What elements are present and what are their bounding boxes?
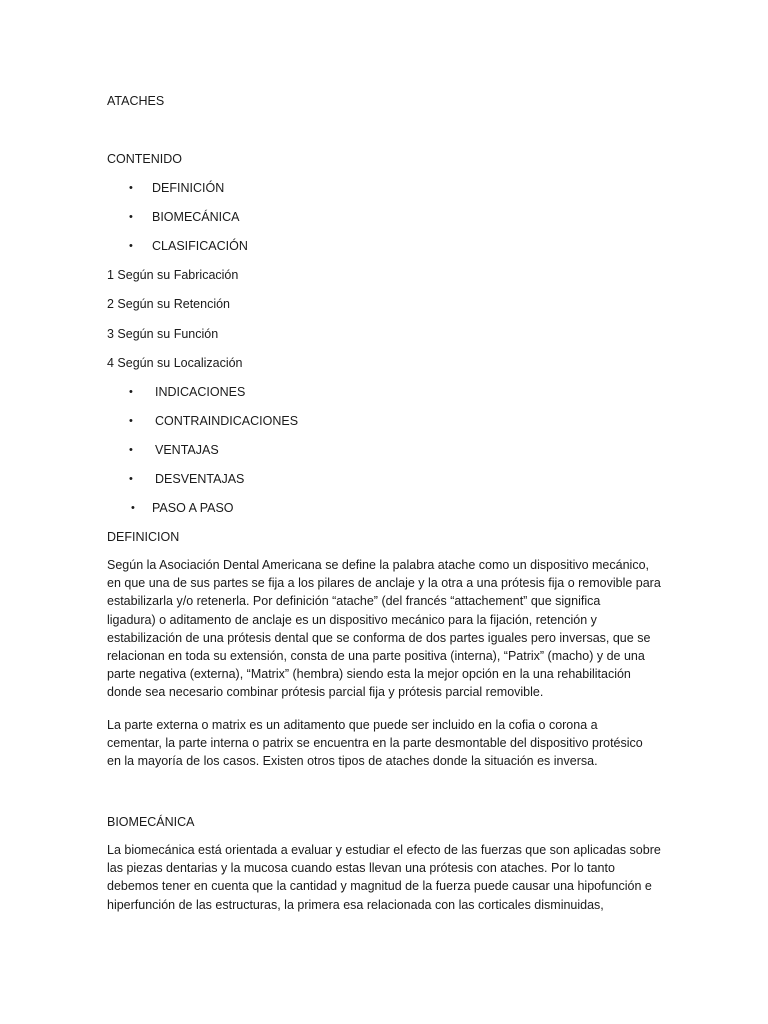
paragraph-line: estabilizarla y/o retenerla. Por definición “atache” (del francés “attachement” que significa — [107, 594, 601, 609]
paragraph-line: debemos tener en cuenta que la cantidad y magnitud de la fuerza puede causar una hipofunción e — [107, 879, 652, 894]
paragraph-line: las piezas dentarias y la mucosa cuando estas llevan una prótesis con ataches. Por lo tanto — [107, 861, 615, 876]
toc-item-label: CLASIFICACIÓN — [152, 239, 248, 253]
toc-item-label: DESVENTAJAS — [155, 472, 245, 486]
paragraph-line: en la mayoría de los casos. Existen otros tipos de ataches donde la situación es inversa. — [107, 754, 598, 769]
paragraph-line: parte negativa (externa), “Matrix” (hembra) siendo esta la mejor opción en la una rehabilitación — [107, 667, 631, 682]
paragraph-line: cementar, la parte interna o patrix se encuentra en la parte desmontable del dispositivo protésico — [107, 736, 643, 751]
toc-numbered-item: 4 Según su Localización — [107, 356, 243, 370]
bullet-icon: • — [129, 182, 133, 194]
paragraph-line: La biomecánica está orientada a evaluar y estudiar el efecto de las fuerzas que son aplicadas sobre — [107, 843, 661, 857]
bullet-icon: • — [129, 240, 133, 252]
definicion-heading: DEFINICION — [107, 530, 180, 544]
bullet-icon: • — [129, 473, 133, 485]
toc-item-label: BIOMECÁNICA — [152, 210, 240, 224]
paragraph-line: donde sea necesario combinar prótesis parcial fija y prótesis parcial removible. — [107, 685, 544, 700]
paragraph-line: La parte externa o matrix es un aditamento que puede ser incluido en la cofia o corona a — [107, 718, 598, 732]
toc-numbered-item: 2 Según su Retención — [107, 297, 231, 311]
definicion-paragraph-2 — [107, 716, 662, 771]
bullet-icon: • — [131, 502, 135, 514]
bullet-icon: • — [129, 211, 133, 223]
paragraph-line: Según la Asociación Dental Americana se define la palabra atache como un dispositivo mecánico, — [107, 558, 649, 572]
bullet-icon: • — [129, 386, 133, 398]
document-title: ATACHES — [107, 94, 165, 108]
biomecanica-paragraph — [107, 841, 662, 914]
paragraph-line: en que una de sus partes se fija a los pilares de anclaje y la otra a una prótesis fija o removible para — [107, 576, 661, 591]
paragraph-line: estabilización de una prótesis dental que se conforma de dos partes iguales pero inversas, que se — [107, 630, 651, 645]
toc-numbered-item: 1 Según su Fabricación — [107, 268, 239, 282]
toc-item-label: DEFINICIÓN — [152, 181, 225, 195]
bullet-icon: • — [129, 415, 133, 427]
contents-heading: CONTENIDO — [107, 152, 182, 166]
toc-item-label: VENTAJAS — [155, 443, 219, 457]
toc-item-label: PASO A PASO — [152, 501, 234, 515]
definicion-paragraph-1 — [107, 556, 662, 702]
bullet-icon: • — [129, 444, 133, 456]
paragraph-line: hiperfunción de las estructuras, la primera esa relacionada con las corticales disminuidas, — [107, 897, 604, 912]
biomecanica-heading: BIOMECÁNICA — [107, 815, 195, 829]
toc-numbered-item: 3 Según su Función — [107, 327, 219, 341]
toc-item-label: CONTRAINDICACIONES — [155, 414, 299, 428]
paragraph-line: relacionan en toda su extensión, consta de una parte positiva (interna), “Patrix” (macho) y de una — [107, 649, 645, 664]
paragraph-line: ligadura) o aditamento de anclaje es un dispositivo mecánico para la fijación, retención y — [107, 612, 597, 627]
toc-item-label: INDICACIONES — [155, 385, 246, 399]
